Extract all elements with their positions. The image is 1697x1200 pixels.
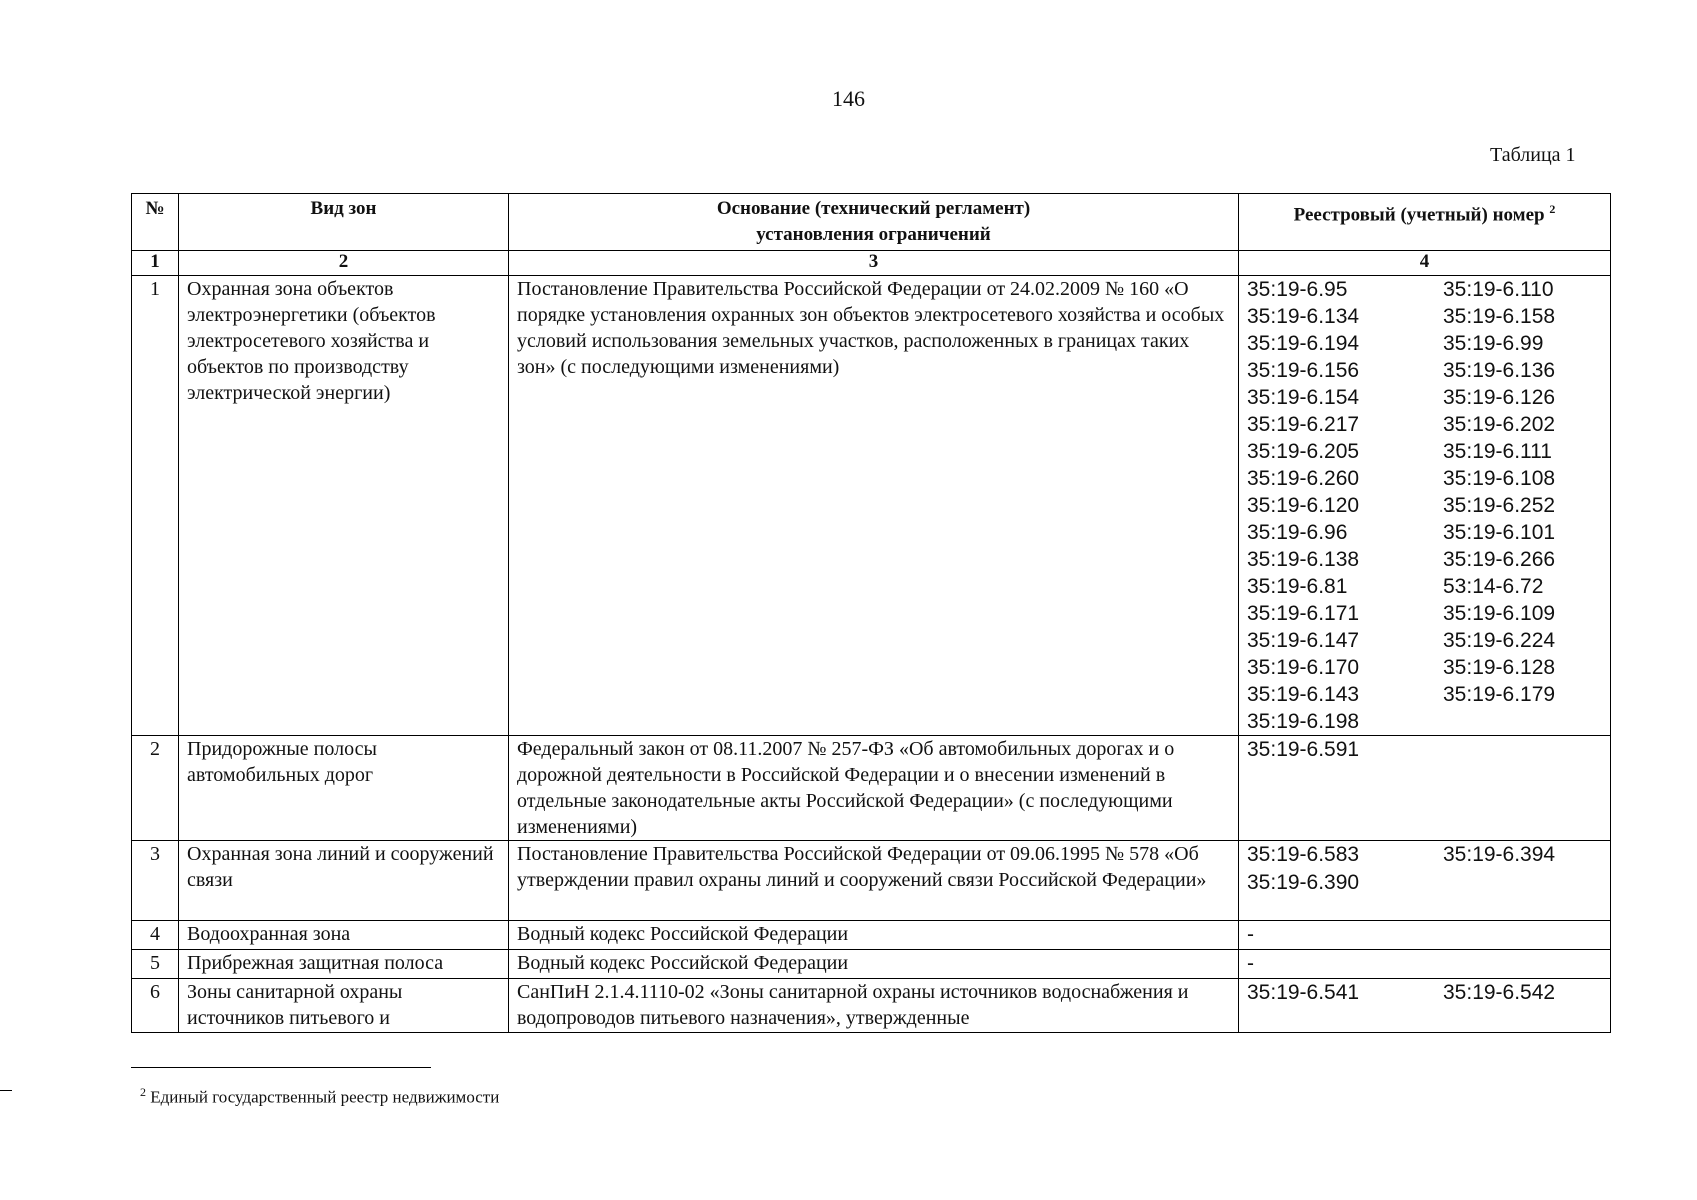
table-row <box>132 736 1611 841</box>
registry-code: 35:19-6.390 <box>1247 870 1360 894</box>
registry-code: 35:19-6.171 <box>1247 602 1360 625</box>
registry-cell <box>1239 736 1611 841</box>
scan-edge-mark <box>0 1090 12 1091</box>
registry-code: 35:19-6.205 <box>1247 440 1360 463</box>
header-registry-label: Реестровый (учетный) номер <box>1293 204 1545 226</box>
row-number: 5 <box>132 949 179 978</box>
table-row <box>132 276 1611 736</box>
basis-cell: Постановление Правительства Российской Федерации от 09.06.1995 № 578 «Об утверждении правил охраны линий и сооружений связи Российской Федерации» <box>509 841 1239 921</box>
column-number-row <box>132 251 1611 276</box>
zone-type-cell: Зоны санитарной охраны источников питьевого и <box>179 978 509 1032</box>
header-no: № <box>132 194 179 251</box>
registry-cell <box>1239 276 1611 736</box>
header-basis <box>509 194 1239 251</box>
table-row <box>132 949 1611 978</box>
registry-code: 35:19-6.170 <box>1247 656 1360 679</box>
registry-code: 35:19-6.96 <box>1247 521 1348 544</box>
registry-codes <box>1247 950 1602 978</box>
registry-code: 35:19-6.134 <box>1247 305 1360 328</box>
table-label: Таблица 1 <box>1490 144 1576 166</box>
registry-code: 35:19-6.136 <box>1443 359 1556 382</box>
registry-codes <box>1247 841 1602 897</box>
registry-code: 35:19-6.108 <box>1443 467 1556 490</box>
registry-code: 35:19-6.138 <box>1247 548 1360 571</box>
registry-code: 35:19-6.179 <box>1443 683 1556 706</box>
zone-type-cell: Водоохранная зона <box>179 921 509 950</box>
column-number: 3 <box>509 251 1239 276</box>
footnote-marker: 2 <box>140 1085 146 1099</box>
row-number: 4 <box>132 921 179 950</box>
registry-cell <box>1239 921 1611 950</box>
registry-code: 35:19-6.217 <box>1247 413 1360 436</box>
footnote-separator <box>131 1067 431 1068</box>
registry-code: - <box>1247 923 1254 946</box>
table-row <box>132 921 1611 950</box>
registry-cell <box>1239 949 1611 978</box>
registry-codes <box>1247 736 1602 764</box>
registry-code: 35:19-6.194 <box>1247 332 1360 355</box>
registry-code: 35:19-6.111 <box>1443 440 1552 463</box>
registry-code: 35:19-6.224 <box>1443 629 1556 652</box>
row-number: 2 <box>132 736 179 841</box>
registry-code: 35:19-6.583 <box>1247 843 1360 866</box>
registry-cell <box>1239 841 1611 921</box>
registry-code: 35:19-6.266 <box>1443 548 1556 571</box>
table-row <box>132 978 1611 1032</box>
table-row <box>132 841 1611 921</box>
column-number: 1 <box>132 251 179 276</box>
header-zone-type: Вид зон <box>179 194 509 251</box>
registry-code: 35:19-6.120 <box>1247 494 1360 517</box>
registry-code: 35:19-6.109 <box>1443 602 1556 625</box>
registry-code: 35:19-6.101 <box>1443 521 1556 544</box>
registry-code: 35:19-6.198 <box>1247 710 1360 733</box>
registry-codes <box>1247 921 1602 949</box>
registry-code: 35:19-6.252 <box>1443 494 1556 517</box>
registry-code: 35:19-6.156 <box>1247 359 1360 382</box>
registry-code: 35:19-6.143 <box>1247 683 1360 706</box>
registry-code: 35:19-6.591 <box>1247 738 1360 761</box>
registry-code: 35:19-6.81 <box>1247 575 1348 598</box>
registry-code: 35:19-6.128 <box>1443 656 1556 679</box>
registry-code: 35:19-6.154 <box>1247 386 1360 409</box>
zone-type-cell: Охранная зона объектов электроэнергетики (объектов электросетевого хозяйства и объектов по производству электрической энергии) <box>179 276 509 736</box>
zone-type-cell: Придорожные полосы автомобильных дорог <box>179 736 509 841</box>
registry-code: 35:19-6.541 <box>1247 980 1360 1004</box>
registry-cell <box>1239 978 1611 1032</box>
registry-code: 35:19-6.147 <box>1247 629 1360 652</box>
column-number: 2 <box>179 251 509 276</box>
registry-code: 35:19-6.394 <box>1443 843 1556 866</box>
basis-cell: Постановление Правительства Российской Федерации от 24.02.2009 № 160 «О порядке установления охранных зон объектов электросетевого хозяйства и особых условий использования земельных участков, расположенных в границах таких зон» (с последующими изменениями) <box>509 276 1239 736</box>
registry-code: 35:19-6.99 <box>1443 332 1544 355</box>
basis-cell: Водный кодекс Российской Федерации <box>509 921 1239 950</box>
column-number: 4 <box>1239 251 1611 276</box>
header-registry <box>1239 194 1611 251</box>
header-basis-line2: установления ограничений <box>756 224 991 245</box>
zone-type-cell: Охранная зона линий и сооружений связи <box>179 841 509 921</box>
registry-code: 35:19-6.95 <box>1247 278 1348 301</box>
table-header-row <box>132 194 1611 251</box>
row-number: 3 <box>132 841 179 921</box>
registry-code: 35:19-6.202 <box>1443 413 1556 436</box>
basis-cell: Водный кодекс Российской Федерации <box>509 949 1239 978</box>
footnote <box>140 1085 499 1108</box>
registry-code: 35:19-6.110 <box>1443 278 1554 301</box>
registry-code: 35:19-6.260 <box>1247 467 1360 490</box>
row-number: 6 <box>132 978 179 1032</box>
registry-code: 35:19-6.126 <box>1443 386 1556 409</box>
registry-code: 53:14-6.72 <box>1443 575 1544 598</box>
zone-type-cell: Прибрежная защитная полоса <box>179 949 509 978</box>
footnote-ref: 2 <box>1549 202 1556 216</box>
basis-cell: Федеральный закон от 08.11.2007 № 257-ФЗ «Об автомобильных дорогах и о дорожной деятельности в Российской Федерации и о внесении изменений в отдельные законодательные акты Российской Федерации» (с последующими изменениями) <box>509 736 1239 841</box>
page-number: 146 <box>832 86 865 111</box>
row-number: 1 <box>132 276 179 736</box>
footnote-text: Единый государственный реестр недвижимости <box>150 1087 500 1107</box>
registry-codes <box>1247 979 1602 1007</box>
basis-cell: СанПиН 2.1.4.1110-02 «Зоны санитарной охраны источников водоснабжения и водопроводов питьевого назначения», утвержденные <box>509 978 1239 1032</box>
header-basis-line1: Основание (технический регламент) <box>716 198 1031 219</box>
registry-table <box>131 193 1611 1033</box>
registry-codes <box>1247 276 1602 735</box>
registry-code: - <box>1247 951 1254 975</box>
registry-code: 35:19-6.158 <box>1443 305 1556 328</box>
registry-code: 35:19-6.542 <box>1443 980 1556 1004</box>
